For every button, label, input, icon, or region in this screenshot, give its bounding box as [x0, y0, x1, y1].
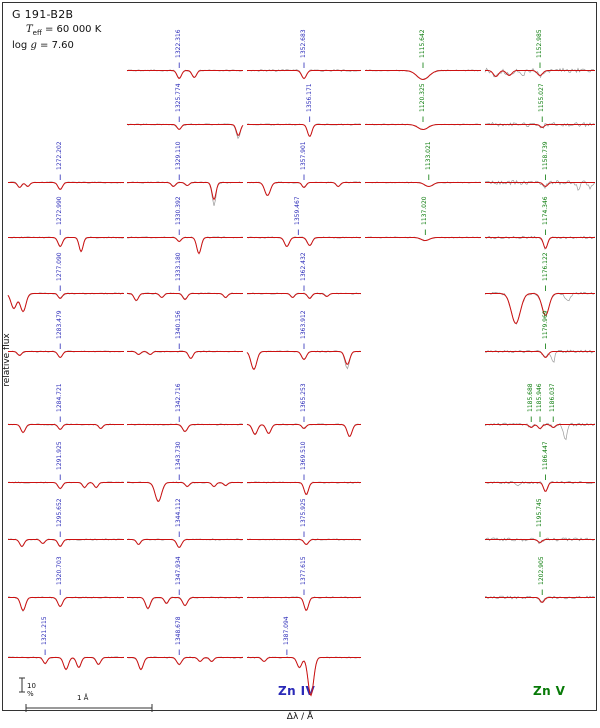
- spectrum-panel: [247, 60, 361, 100]
- line-wavelength-label: 1295.652: [56, 498, 64, 527]
- spectrum-panel: [127, 172, 243, 212]
- line-wavelength-label: 1277.090: [56, 252, 64, 281]
- line-wavelength-label: 1120.325: [419, 83, 426, 112]
- model-spectrum: [365, 238, 481, 241]
- spectrum-panel: [127, 472, 243, 512]
- line-wavelength-label: 1343.730: [175, 441, 183, 470]
- observed-spectrum: [485, 68, 595, 77]
- spectrum-panel: [127, 414, 243, 454]
- spectrum-panel: [247, 587, 361, 627]
- line-wavelength-label: 1133.021: [424, 141, 432, 170]
- teff-symbol: T: [26, 23, 33, 35]
- line-wavelength-label: 1363.912: [300, 310, 307, 339]
- line-wavelength-label: 1195.745: [536, 498, 543, 527]
- observed-spectrum: [127, 124, 243, 139]
- teff-subscript: eff: [32, 28, 42, 37]
- teff-parameter: [26, 24, 101, 38]
- observed-spectrum: [8, 597, 124, 611]
- line-wavelength-label: 1357.901: [300, 141, 307, 170]
- spectrum-panel: [485, 414, 595, 454]
- spectrum-panel: [8, 283, 124, 323]
- line-wavelength-label: 1272.202: [56, 141, 64, 170]
- spectrum-panel: [8, 227, 124, 267]
- spectrum-panel: [485, 114, 595, 154]
- line-wavelength-label: 1342.716: [175, 383, 183, 412]
- model-spectrum: [485, 352, 595, 358]
- line-wavelength-label: 1387.094: [282, 616, 290, 645]
- observed-spectrum: [127, 237, 243, 254]
- model-spectrum: [127, 598, 243, 609]
- observed-spectrum: [485, 423, 595, 439]
- model-spectrum: [485, 294, 595, 324]
- line-wavelength-label: 1185.946: [536, 383, 543, 412]
- model-spectrum: [247, 71, 361, 79]
- y-axis-label: relative flux: [2, 333, 12, 387]
- model-spectrum: [127, 294, 243, 301]
- spectrum-panel: [485, 283, 595, 345]
- spectrum-panel: [8, 587, 124, 627]
- line-wavelength-label: 1186.037: [549, 383, 557, 412]
- line-wavelength-label: 1369.510: [300, 441, 307, 470]
- spectrum-panel: [365, 114, 481, 154]
- line-wavelength-label: 1321.215: [41, 616, 49, 645]
- observed-spectrum: [247, 597, 361, 610]
- ion-label-zniv: Zn IV: [278, 684, 316, 698]
- observed-spectrum: [127, 182, 243, 206]
- spectrum-panel: [8, 414, 124, 454]
- spectrum-panel: [127, 283, 243, 323]
- spectrum-panel: [247, 647, 361, 711]
- wavelength-scale-label: 1 Å: [77, 694, 89, 702]
- line-wavelength-label: 1329.110: [175, 141, 183, 170]
- model-spectrum: [127, 540, 243, 548]
- spectrum-panel: [127, 60, 243, 100]
- model-spectrum: [247, 352, 361, 370]
- model-spectrum: [247, 238, 361, 247]
- model-spectrum: [8, 540, 124, 547]
- line-wavelength-label: 1291.925: [56, 441, 64, 470]
- logg-symbol: g: [30, 39, 37, 51]
- spectrum-panel: [127, 529, 243, 569]
- observed-spectrum: [247, 657, 361, 694]
- line-wavelength-label: 1320.703: [56, 556, 64, 585]
- observed-spectrum: [127, 597, 243, 609]
- line-wavelength-label: 1179.969: [541, 310, 549, 339]
- model-spectrum: [8, 598, 124, 611]
- line-wavelength-label: 1362.432: [300, 252, 307, 281]
- line-wavelength-label: 1322.316: [175, 29, 183, 58]
- model-spectrum: [8, 238, 124, 252]
- model-spectrum: [127, 483, 243, 502]
- line-wavelength-label: 1325.774: [175, 83, 183, 112]
- line-wavelength-label: 1359.467: [294, 196, 302, 225]
- line-wavelength-label: 1375.925: [300, 498, 307, 527]
- model-spectrum: [8, 425, 124, 433]
- spectrum-panel: [127, 227, 243, 267]
- model-spectrum: [127, 125, 243, 136]
- spectrum-panel: [8, 472, 124, 512]
- star-name: G 191-B2B: [12, 8, 74, 21]
- observed-spectrum: [8, 657, 124, 669]
- flux-scale-label: 10 %: [27, 682, 36, 698]
- model-spectrum: [247, 183, 361, 196]
- line-wavelength-label: 1340.156: [175, 310, 183, 339]
- observed-spectrum: [8, 237, 124, 252]
- line-wavelength-label: 1185.688: [527, 383, 535, 412]
- wavelength-scale-bar: [25, 702, 153, 716]
- line-wavelength-label: 1344.112: [175, 498, 183, 527]
- spectrum-panel: [8, 647, 124, 687]
- model-spectrum: [8, 352, 124, 358]
- line-wavelength-label: 1155.027: [538, 83, 546, 112]
- line-wavelength-label: 1158.739: [541, 141, 549, 170]
- line-wavelength-label: 1348.678: [175, 616, 183, 645]
- line-wavelength-label: 1333.180: [175, 252, 183, 281]
- observed-spectrum: [8, 293, 124, 312]
- line-wavelength-label: 1377.615: [300, 556, 307, 585]
- model-spectrum: [8, 294, 124, 312]
- spectrum-panel: [8, 172, 124, 212]
- model-spectrum: [485, 540, 595, 543]
- model-spectrum: [127, 238, 243, 254]
- line-wavelength-label: 1356.171: [305, 83, 313, 112]
- model-spectrum: [127, 71, 243, 79]
- model-spectrum: [247, 125, 361, 137]
- line-wavelength-label: 1186.447: [541, 441, 549, 470]
- spectrum-panel: [8, 341, 124, 381]
- line-wavelength-label: 1152.985: [536, 29, 543, 58]
- model-spectrum: [8, 183, 124, 190]
- line-wavelength-label: 1137.020: [421, 196, 429, 225]
- spectrum-panel: [127, 647, 243, 687]
- title-block: [12, 8, 101, 52]
- spectrum-panel: [127, 341, 243, 381]
- line-wavelength-label: 1283.479: [56, 310, 64, 339]
- spectrum-panel: [485, 341, 595, 381]
- teff-value: = 60 000 K: [41, 23, 102, 35]
- spectrum-panel: [365, 227, 481, 267]
- line-wavelength-label: 1174.346: [541, 196, 549, 225]
- line-wavelength-label: 1330.392: [175, 196, 183, 225]
- model-spectrum: [127, 352, 243, 359]
- model-spectrum: [247, 425, 361, 437]
- spectrum-panel: [485, 172, 595, 212]
- spectrum-panel: [485, 227, 595, 267]
- line-wavelength-label: 1115.642: [419, 29, 426, 58]
- line-wavelength-label: 1176.122: [541, 252, 549, 281]
- model-spectrum: [127, 183, 243, 200]
- line-wavelength-label: 1352.683: [300, 29, 307, 58]
- model-spectrum: [8, 658, 124, 670]
- line-wavelength-label: 1347.934: [175, 556, 183, 585]
- ion-label-znv: Zn V: [533, 684, 566, 698]
- model-spectrum: [127, 425, 243, 432]
- spectrum-panel: [247, 341, 361, 381]
- model-spectrum: [485, 238, 595, 249]
- model-spectrum: [365, 183, 481, 187]
- spectrum-panel: [8, 529, 124, 569]
- logg-parameter: [12, 40, 101, 53]
- spectrum-panel: [485, 587, 595, 627]
- spectrum-panel: [127, 587, 243, 627]
- spectrum-panel: [247, 172, 361, 212]
- observed-spectrum: [247, 70, 361, 79]
- logg-prefix: log: [12, 39, 31, 51]
- model-spectrum: [127, 658, 243, 670]
- line-wavelength-label: 1365.253: [300, 383, 307, 412]
- model-spectrum: [247, 294, 361, 299]
- model-spectrum: [8, 483, 124, 489]
- line-wavelength-label: 1272.990: [56, 196, 64, 225]
- model-spectrum: [485, 71, 595, 77]
- observed-spectrum: [485, 292, 595, 324]
- model-spectrum: [485, 425, 595, 429]
- model-spectrum: [365, 125, 481, 130]
- model-spectrum: [247, 598, 361, 611]
- model-spectrum: [247, 658, 361, 696]
- line-wavelength-label: 1202.905: [538, 556, 546, 585]
- observed-spectrum: [485, 180, 595, 190]
- observed-spectrum: [247, 124, 361, 137]
- x-axis-label: Δλ / Å: [286, 712, 314, 722]
- line-wavelength-label: 1284.721: [56, 383, 64, 412]
- logg-value: = 7.60: [36, 39, 74, 51]
- spectrum-panel: [127, 114, 243, 154]
